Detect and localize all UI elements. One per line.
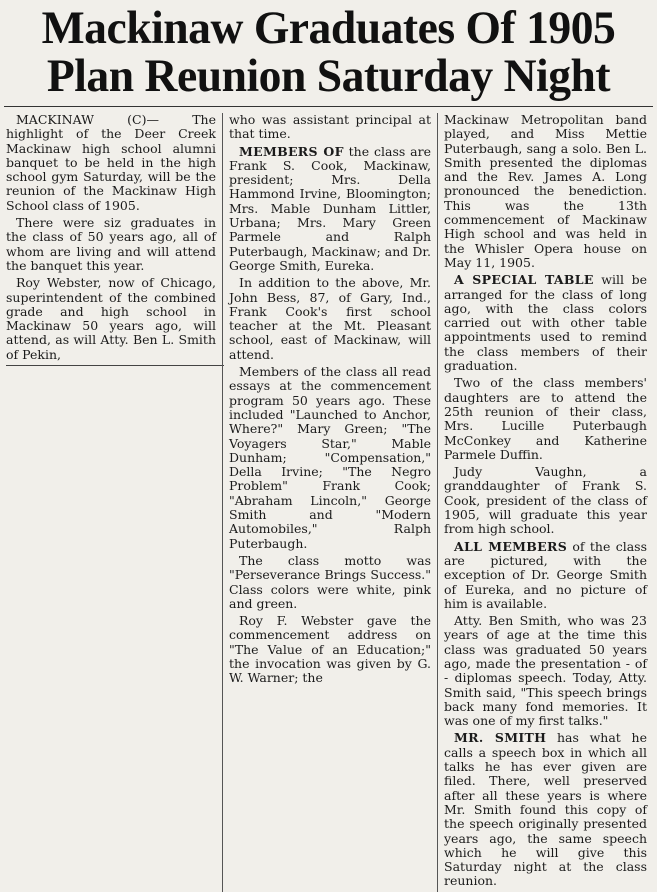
col2-paragraph-3: In addition to the above, Mr. John Bess, 87, of Gary, Ind., Frank Cook's first school teacher at the Mt. Pleasant school, east of Mackinaw, will attend.: [229, 275, 431, 362]
col2-paragraph-1: who was assistant principal at that time.: [229, 112, 431, 142]
col3-paragraph-2-text: will be arranged for the class of long ago, with the class colors carried out with other table appointments used to remind the class members of their graduation.: [444, 272, 647, 374]
col3-paragraph-3: Two of the class members' daughters are to attend the 25th reunion of their class, Mrs. Lucille Puterbaugh McConkey and Katherine Parmele Duffin.: [444, 375, 647, 462]
col3-paragraph-5-text: of the class are pictured, with the exception of Dr. George Smith of Eureka, and no picture of him is available.: [444, 538, 648, 611]
column-1-end-rule: [6, 365, 224, 366]
col3-lead-in-2: ALL MEMBERS: [454, 538, 568, 554]
col3-paragraph-2: [444, 273, 647, 373]
headline: [14, 4, 644, 100]
col3-paragraph-1: Mackinaw Metropolitan band played, and Miss Mettie Puterbaugh, sang a solo. Ben L. Smith presented the diplomas and the Rev. James A. Long pronounced the benediction. This was the 13th commencement of Mackinaw High school and was held in the Whisler Opera house on May 11, 1905.: [444, 112, 647, 270]
col1-paragraph-1: MACKINAW (C)— The highlight of the Deer Creek Mackinaw high school alumni banquet to be held in the high school gym Saturday, will be the reunion of the Mackinaw High School class of 1905.: [6, 112, 216, 213]
column-1: [4, 113, 222, 892]
col2-paragraph-2: [229, 145, 431, 274]
col1-paragraph-3: Roy Webster, now of Chicago, superintendent of the combined grade and high school in Mackinaw 50 years ago, will attend, as will Atty. Ben L. Smith of Pekin,: [6, 275, 216, 362]
col3-paragraph-7-text: has what he calls a speech box in which all talks he has ever given are filed. There, well preserved after all these years is where Mr. Smith found this copy of the speech originally presented years ago, the same speech which he will give this Saturday night at the class reunion.: [444, 730, 648, 889]
column-2: [222, 113, 437, 892]
col2-paragraph-4: Members of the class all read essays at the commencement program 50 years ago. These included "Launched to Anchor, Where?" Mary Green; "The Voyagers Star," Mable Dunham; "Compensation," Della Irvine; "The Negro Problem" Frank Cook; "Abraham Lincoln," George Smith and "Modern Automobiles," Ralph Puterbaugh.: [229, 364, 431, 551]
headline-rule: [4, 106, 653, 107]
col3-lead-in-3: MR. SMITH: [454, 730, 547, 746]
column-3: [437, 113, 653, 892]
col1-paragraph-2: There were siz graduates in the class of 50 years ago, all of whom are living and will attend the banquet this year.: [6, 215, 216, 273]
col2-lead-in: MEMBERS OF: [239, 143, 344, 159]
col2-paragraph-6: Roy F. Webster gave the commencement address on "The Value of an Education;" the invocation was given by G. W. Warner; the: [229, 613, 431, 686]
col3-paragraph-4: Judy Vaughn, a granddaughter of Frank S. Cook, president of the class of 1905, will graduate this year from high school.: [444, 464, 647, 537]
col3-paragraph-7: [444, 731, 647, 888]
col2-paragraph-2-text: the class are Frank S. Cook, Mackinaw, president; Mrs. Della Hammond Irvine, Bloomington; Mrs. Mable Dunham Littler, Urbana; Mrs. Mary Green Parmele and Ralph Puterbaugh, Mackinaw; and Dr. George Smith, Eureka.: [229, 143, 432, 273]
headline-line-2: Plan Reunion Saturday Night: [46, 50, 611, 102]
col3-paragraph-5: [444, 540, 647, 611]
col3-paragraph-6: Atty. Ben Smith, who was 23 years of age at the time this class was graduated 50 years ago, made the presentation - of - diplomas speech. Today, Atty. Smith said, "This speech brings back many fond memories. It was one of my first talks.": [444, 613, 647, 729]
article-body: [4, 113, 653, 892]
headline-line-1: Mackinaw Graduates Of 1905: [41, 2, 616, 54]
col3-lead-in-1: A SPECIAL TABLE: [454, 272, 594, 288]
col2-paragraph-5: The class motto was "Perseverance Brings Success." Class colors were white, pink and green.: [229, 552, 431, 611]
